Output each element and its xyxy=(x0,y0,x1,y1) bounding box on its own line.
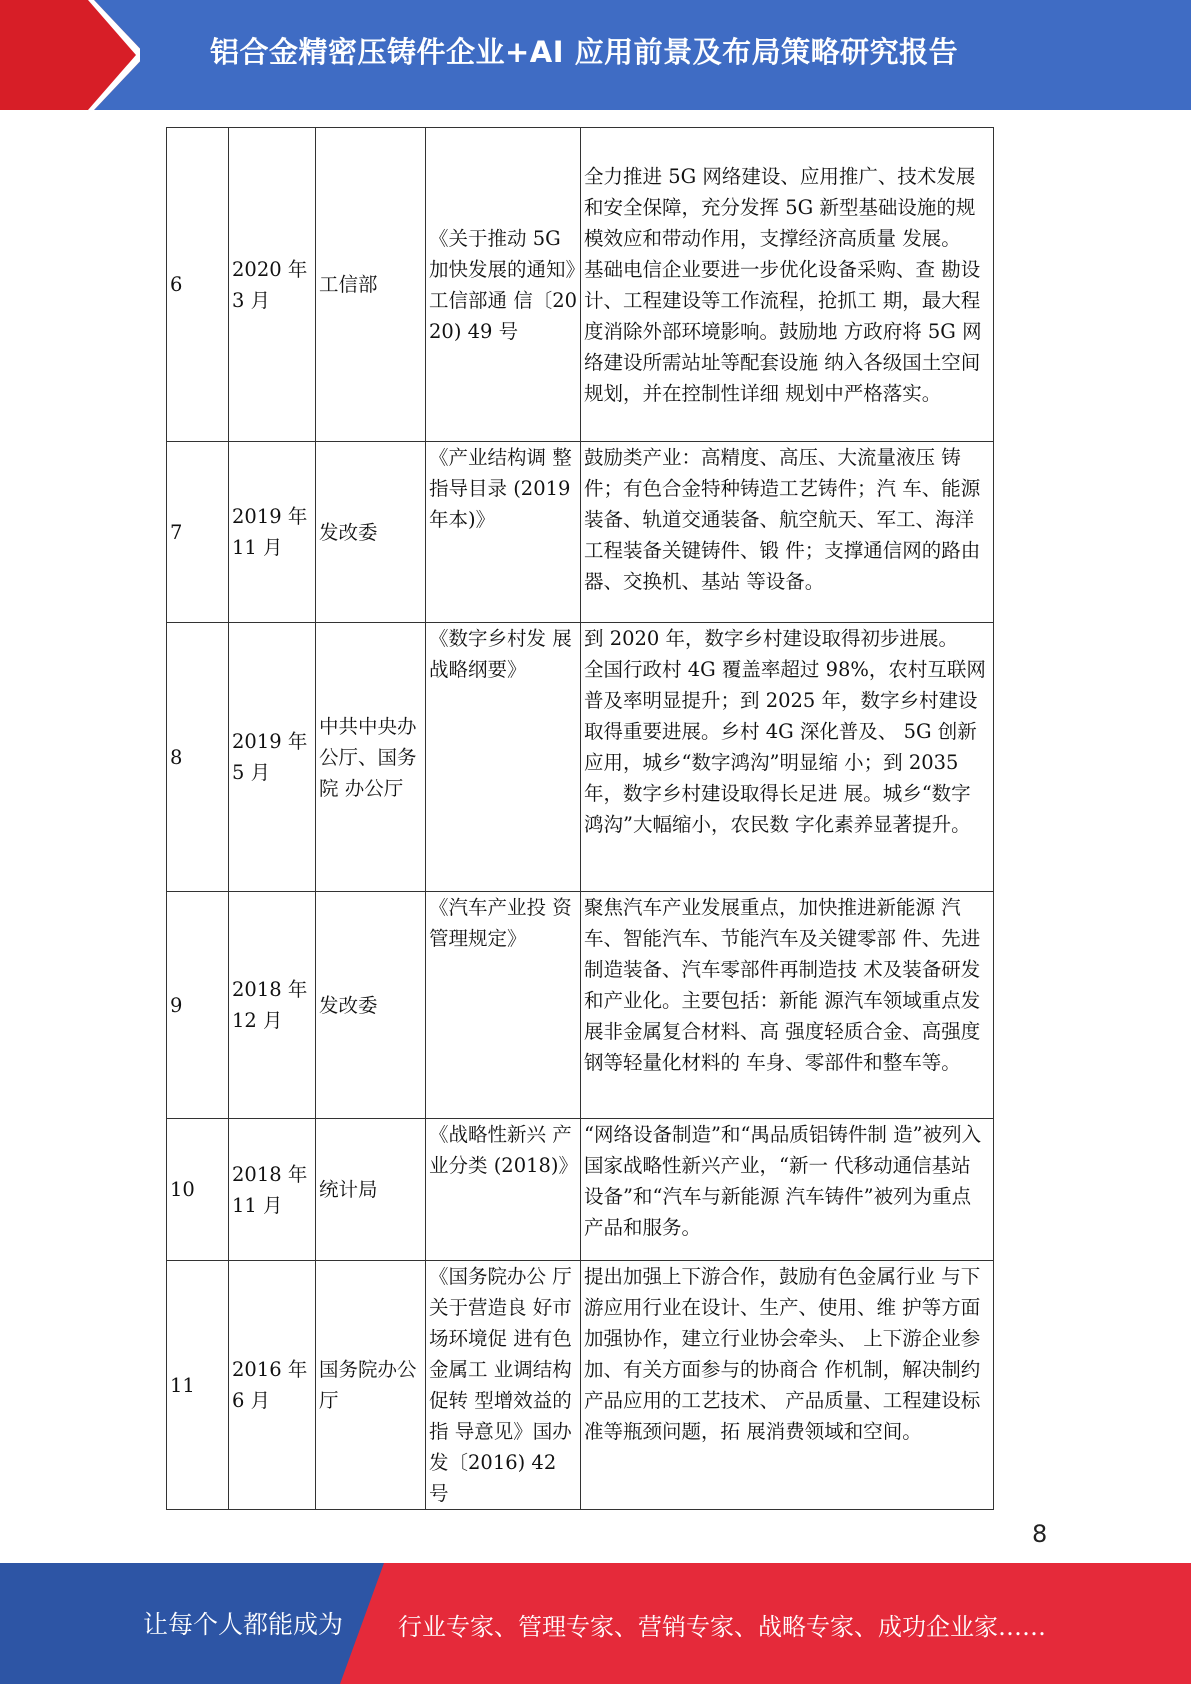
description-paragraph: 鼓励类产业：高精度、高压、大流量液压 铸件；有色合金特种铸造工艺铸件；汽 车、能源装备、轨道交通装备、航空航天、军工、海洋工程装备关键铸件、锻 件；支撑通信网的路由器、交换机、基站 等设备。 xyxy=(584,446,981,593)
footer-slogan-right: 行业专家、管理专家、营销专家、战略专家、成功企业家…… xyxy=(398,1613,1046,1641)
row-document: 《国务院办公 厅关于营造良 好市场环境促 进有色金属工 业调结构促转 型增效益的指 导意见》国办 发〔2016) 42 号 xyxy=(426,1261,581,1510)
row-department: 统计局 xyxy=(316,1119,426,1261)
table-row xyxy=(167,1261,994,1510)
row-document: 《关于推动 5G 加快发展的通知》工信部通 信〔2020) 49 号 xyxy=(426,128,581,442)
row-description xyxy=(581,1119,994,1261)
row-number: 6 xyxy=(167,128,229,442)
table-row xyxy=(167,442,994,623)
description-paragraph: 聚焦汽车产业发展重点，加快推进新能源 汽车、智能汽车、节能汽车及关键零部 件、先进制造装备、汽车零部件再制造技 术及装备研发和产业化。主要包括：新能 源汽车领域重点发展非金属复合材料、高 强度轻质合金、高强度钢等轻量化材料的 车身、零部件和整车等。 xyxy=(584,896,981,1074)
page-number: 8 xyxy=(1032,1520,1048,1548)
row-description xyxy=(581,442,994,623)
row-date: 2019 年 5 月 xyxy=(229,623,316,892)
row-department: 国务院办公厅 xyxy=(316,1261,426,1510)
row-number: 9 xyxy=(167,892,229,1119)
description-paragraph: 到 2020 年，数字乡村建设取得初步进展。 xyxy=(584,627,959,650)
description-paragraph: “网络设备制造”和“禺品质铝铸件制 造”被列入国家战略性新兴产业，“新一 代移动通信基站设备”和“汽车与新能源 汽车铸件”被列为重点产品和服务。 xyxy=(584,1123,982,1239)
row-date: 2018 年 11 月 xyxy=(229,1119,316,1261)
report-title: 铝合金精密压铸件企业+AI 应用前景及布局策略研究报告 xyxy=(210,35,959,69)
row-number: 8 xyxy=(167,623,229,892)
description-paragraph: 全国行政村 4G 覆盖率超过 98%，农村互联网普及率明显提升；到 2025 年，数字乡村建设取得重要进展。乡村 4G 深化普及、 5G 创新应用，城乡“数字鸿沟”明显缩 小；到 2035 年，数字乡村建设取得长足进 展。城乡“数字鸿沟”大幅缩小，农民数 字化素养显著提升。 xyxy=(584,658,986,836)
policy-table xyxy=(166,127,994,1510)
row-description xyxy=(581,892,994,1119)
row-department: 工信部 xyxy=(316,128,426,442)
row-document: 《数字乡村发 展战略纲要》 xyxy=(426,623,581,892)
table-row xyxy=(167,623,994,892)
row-department: 发改委 xyxy=(316,892,426,1119)
table-row xyxy=(167,1119,994,1261)
row-document: 《汽车产业投 资管理规定》 xyxy=(426,892,581,1119)
description-paragraph: 基础电信企业要进一步优化设备采购、查 勘设计、工程建设等工作流程，抢抓工 期，最大程度消除外部环境影响。鼓励地 方政府将 5G 网络建设所需站址等配套设施 纳入各级国土空间规划，并在控制性详细 规划中严格落实。 xyxy=(584,257,982,405)
description-paragraph: 全力推进 5G 网络建设、应用推广、技术发展和安全保障，充分发挥 5G 新型基础设施的规模效应和带动作用，支撑经济高质量 发展。 xyxy=(584,164,976,250)
row-description xyxy=(581,623,994,892)
footer-slogan-left: 让每个人都能成为 xyxy=(143,1610,344,1639)
description-paragraph: 提出加强上下游合作，鼓励有色金属行业 与下游应用行业在设计、生产、使用、维 护等方面加强协作，建立行业协会牵头、 上下游企业参加、有关方面参与的协商合 作机制，解决制约产品应用的工艺技术、 产品质量、工程建设标准等瓶颈问题，拓 展消费领域和空间。 xyxy=(584,1265,981,1443)
row-date: 2016 年 6 月 xyxy=(229,1261,316,1510)
header-chevron-decoration xyxy=(0,0,140,110)
row-description xyxy=(581,1261,994,1510)
row-description xyxy=(581,128,994,442)
row-date: 2018 年 12 月 xyxy=(229,892,316,1119)
table-row xyxy=(167,892,994,1119)
row-department: 发改委 xyxy=(316,442,426,623)
table-row xyxy=(167,128,994,442)
header-banner xyxy=(0,0,1191,110)
row-number: 7 xyxy=(167,442,229,623)
row-number: 11 xyxy=(167,1261,229,1510)
row-document: 《战略性新兴 产业分类 (2018)》 xyxy=(426,1119,581,1261)
row-document: 《产业结构调 整指导目录 (2019 年本)》 xyxy=(426,442,581,623)
row-date: 2019 年 11 月 xyxy=(229,442,316,623)
row-number: 10 xyxy=(167,1119,229,1261)
row-date: 2020 年 3 月 xyxy=(229,128,316,442)
row-department: 中共中央办公厅、国务院 办公厅 xyxy=(316,623,426,892)
